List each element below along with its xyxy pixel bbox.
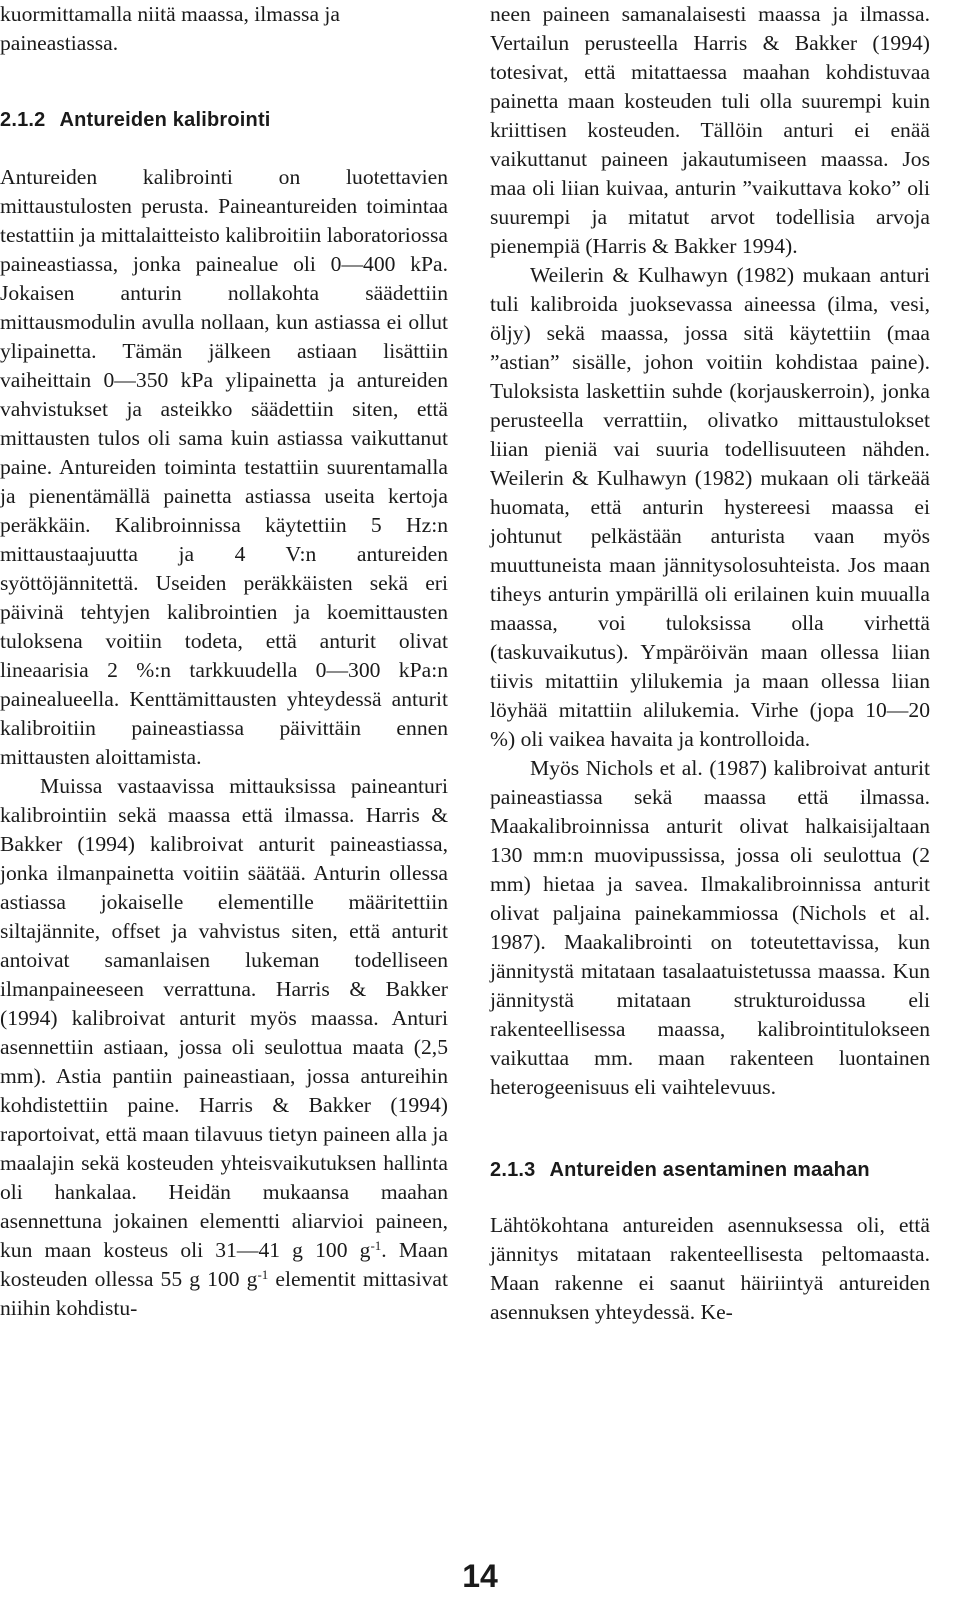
paragraph-text-c: elementit mittasivat niihin kohdistu- bbox=[0, 1267, 448, 1320]
paragraph-text-a: Muissa vastaavissa mittauksissa paineanturi kalibrointiin sekä maassa että ilmassa. Harris & Bakker (1994) kalibroivat anturit paineastiassa, jonka ilmanpainetta voitiin säätää. Anturin ollessa astiassa jokaiselle elementille määritettiin siltajännite, offset ja vahvistus siten, että anturit antoivat samanlaisen lukeman todelliseen ilmanpaineeseen verrattuna. Harris & Bakker (1994) kalibroivat anturit myös maassa. Anturi asennettiin astiaan, jossa oli seulottua maata (2,5 mm). Astia pantiin paineastiaan, jossa antureihin kohdistettiin paine. Harris & Bakker (1994) raportoivat, että maan tilavuus tietyn paineen alla ja maalajin sekä kosteuden yhteisvaikutuksen hallinta oli hankalaa. Heidän mukaansa maahan asennettuna jokainen elementti aliarvioi paineen, kun maan kosteus oli 31—41 g 100 g bbox=[0, 774, 448, 1262]
paragraph-text-b: . Maan kosteuden ollessa 55 g 100 g bbox=[0, 1238, 448, 1291]
superscript-unit: -1 bbox=[370, 1238, 382, 1253]
paragraph-other-measurements bbox=[0, 772, 448, 1323]
intro-paragraph: kuormittamalla niitä maassa, ilmassa ja paineastiassa. bbox=[0, 2, 341, 55]
section-title: Antureiden kalibrointi bbox=[59, 109, 271, 131]
page-number: 14 bbox=[462, 1558, 498, 1594]
paragraph-weiler-kulhawy: Weilerin & Kulhawyn (1982) mukaan anturi tuli kalibroida juoksevassa aineessa (ilma, vesi, öljy) sekä maassa, jossa sitä käytettiin (maa ”astian” sisälle, johon voitiin kohdistaa paine). Tuloksista laskettiin suhde (korjauskerroin), jonka perusteella verrattiin, olivatko mittaustulokset liian pieniä vai suuria todellisuuteen nähden. Weilerin & Kulhawyn (1982) mukaan oli tärkeää huomata, että anturin hystereesi maassa ei johtunut pelkästään anturista vaan myös muuttuneista maan jännitysolosuhteista. Jos maan tiheys anturin ympärillä oli erilainen kuin muualla maassa, voi tuloksissa olla virhettä (taskuvaikutus). Ympäröivän maan ollessa liian tiivis mitattiin ylilukemia ja maan ollessa liian löyhää mitattiin alilukemia. Virhe (jopa 10—20 %) oli vaikea havaita ja kontrolloida. bbox=[490, 263, 930, 751]
paragraph-calibration: Antureiden kalibrointi on luotettavien mittaustulosten perusta. Paineantureiden toimintaa testattiin ja mittalaitteisto kalibroitiin laboratoriossa paineastiassa, jonka painealue oli 0—400 kPa. Jokaisen anturin nollakohta säädettiin mittausmodulin avulla nollaan, kun astiassa ei ollut ylipainetta. Tämän jälkeen astiaan lisättiin vaiheittain 0—350 kPa ylipainetta ja antureiden vahvistukset ja asteikko säädettiin siten, että mittausten tulos oli sama kuin astiassa vaikuttanut paine. Antureiden toiminta testattiin suurentamalla ja pienentämällä painetta astiassa useita kertoja peräkkäin. Kalibroinnissa käytettiin 5 Hz:n mittaustaajuutta ja 4 V:n antureiden syöttöjännitettä. Useiden peräkkäisten sekä eri päivinä tehtyjen kalibrointien ja koemittausten tuloksena voitiin todeta, että anturit olivat lineaarisia 2 %:n tarkkuudella 0—300 kPa:n painealueella. Kenttämittausten yhteydessä anturit kalibroitiin paineastiassa päivittäin ennen mittausten aloittamista. bbox=[0, 165, 448, 769]
section-number: 2.1.3 bbox=[490, 1159, 536, 1181]
paragraph-nichols: Myös Nichols et al. (1987) kalibroivat anturit paineastiassa sekä maassa että ilmassa. Maakalibroinnissa anturit olivat halkaisijaltaan 130 mm:n muovipussissa, jossa oli seulottua (2 mm) hietaa ja savea. Ilmakalibroinnissa anturit olivat paljaina painekammiossa (Nichols et al. 1987). Maakalibrointi on toteutettavissa, kun jännitystä mitataan tasalaatuistetussa maassa. Kun jännitystä mitataan strukturoidussa eli rakenteellisessa maassa, kalibrointitulokseen vaikuttaa mm. maan rakenteen luontainen heterogeenisuus eli vaihtelevuus. bbox=[490, 756, 930, 1099]
right-column bbox=[490, 0, 930, 1327]
section-number: 2.1.2 bbox=[0, 109, 46, 131]
left-column bbox=[0, 0, 448, 1323]
section-heading-2-1-2 bbox=[0, 106, 448, 135]
paragraph-installation: Lähtökohtana antureiden asennuksessa oli, että jännitys mitataan rakenteellisesta peltomaasta. Maan rakenne ei saanut häiriintyä antureiden asennuksen yhteydessä. Ke- bbox=[490, 1213, 930, 1324]
superscript-unit: -1 bbox=[257, 1267, 269, 1282]
section-heading-2-1-3 bbox=[490, 1156, 930, 1185]
continued-paragraph: neen paineen samanalaisesti maassa ja ilmassa. Vertailun perusteella Harris & Bakker (1994) totesivat, että mitattaessa maahan kohdistuvaa painetta maan kosteuden tuli olla suurempi kuin kriittisen kosteuden. Tällöin anturi ei enää vaikuttanut paineen jakautumiseen maassa. Jos maa oli liian kuivaa, anturin ”vaikuttava koko” oli suurempi ja mitatut arvot todellisia arvoja pienempiä (Harris & Bakker 1994). bbox=[490, 2, 930, 258]
section-title: Antureiden asentaminen maahan bbox=[549, 1159, 870, 1181]
